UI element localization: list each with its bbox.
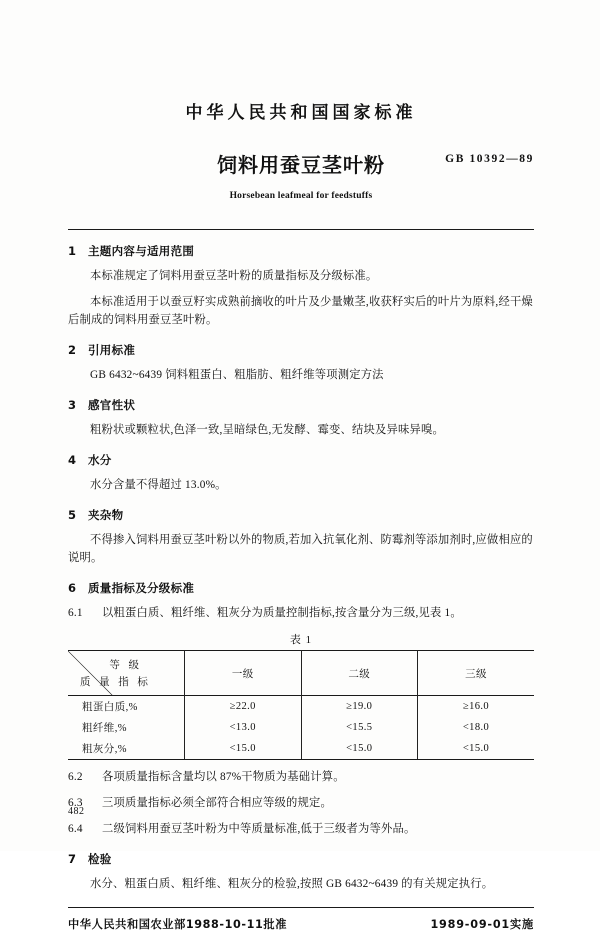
header-divider (68, 229, 534, 230)
footer-divider (68, 907, 534, 908)
section-1-heading (68, 243, 534, 259)
table-col-header-1: 一级 (185, 651, 302, 696)
table-corner-grade-label: 等 级 (109, 660, 142, 671)
section-7-heading (68, 851, 534, 867)
section-6-number: 6 (68, 581, 77, 595)
section-6 (68, 580, 534, 838)
section-1-paragraph-1: 本标准规定了饲料用蚕豆茎叶粉的质量指标及分级标准。 (90, 270, 378, 282)
table-cell-r3c2: <15.0 (301, 738, 418, 759)
table-col-header-3: 三级 (418, 651, 535, 696)
table-cell-r2c1: <13.0 (185, 717, 302, 738)
table-cell-r1c3: ≥16.0 (418, 696, 535, 718)
section-1 (68, 243, 534, 329)
section-5 (68, 507, 534, 567)
national-standard-title: 中华人民共和国国家标准 (185, 103, 417, 123)
clause-6-1-number: 6.1 (68, 607, 83, 619)
section-2-number: 2 (68, 343, 77, 357)
table-cell-r1c1: ≥22.0 (185, 696, 302, 718)
section-7-paragraph-1: 水分、粗蛋白质、粗纤维、粗灰分的检验,按照 GB 6432~6439 的有关规定执行。 (90, 878, 494, 890)
section-3-title: 感官性状 (88, 398, 136, 412)
section-4-paragraph-1: 水分含量不得超过 13.0%。 (90, 479, 227, 491)
section-4 (68, 452, 534, 494)
section-5-paragraph-1: 不得掺入饲料用蚕豆茎叶粉以外的物质,若加入抗氧化剂、防霉剂等添加剂时,应做相应的说明。 (68, 534, 533, 564)
section-7-number: 7 (68, 852, 77, 866)
clause-6-1 (68, 605, 534, 622)
table-col-header-2: 二级 (301, 651, 418, 696)
approval-statement: 中华人民共和国农业部1988-10-11批准 (68, 918, 288, 931)
clause-6-2 (68, 769, 534, 786)
clause-6-1-text: 以粗蛋白质、粗纤维、粗灰分为质量控制指标,按含量分为三级,见表 1。 (102, 607, 462, 619)
table-bottom-border (68, 759, 534, 760)
clause-6-3-number: 6.3 (68, 797, 83, 809)
section-2-heading (68, 342, 534, 358)
table-cell-r3c3: <15.0 (418, 738, 535, 759)
clause-6-2-number: 6.2 (68, 771, 83, 783)
table-corner-cell (68, 651, 185, 696)
section-6-title: 质量指标及分级标准 (88, 581, 195, 595)
section-4-number: 4 (68, 453, 77, 467)
table-row-label-1: 粗蛋白质,% (68, 696, 185, 718)
document-title: 饲料用蚕豆茎叶粉 (217, 153, 385, 177)
clause-6-3 (68, 795, 534, 812)
clause-6-3-text: 三项质量指标必须全部符合相应等级的规定。 (102, 797, 332, 809)
clause-6-4-number: 6.4 (68, 823, 83, 835)
clause-6-2-text: 各项质量指标含量均以 87%干物质为基础计算。 (102, 771, 345, 783)
section-3 (68, 397, 534, 439)
clause-6-4-text: 二级饲料用蚕豆茎叶粉为中等质量标准,低于三级者为等外品。 (102, 823, 416, 835)
section-3-heading (68, 397, 534, 413)
section-5-number: 5 (68, 508, 77, 522)
implementation-date: 1989-09-01实施 (430, 918, 534, 931)
table-cell-r3c1: <15.0 (185, 738, 302, 759)
table-row-label-2: 粗纤维,% (68, 717, 185, 738)
section-1-number: 1 (68, 244, 77, 258)
table-header-row (68, 651, 534, 696)
section-3-number: 3 (68, 398, 77, 412)
table-cell-r1c2: ≥19.0 (301, 696, 418, 718)
referenced-standard: GB 6432~6439 饲料粗蛋白、粗脂肪、粗纤维等项测定方法 (90, 369, 384, 381)
table-row (68, 696, 534, 718)
page-content (68, 0, 534, 934)
section-5-title: 夹杂物 (88, 508, 124, 522)
section-3-paragraph-1: 粗粉状或颗粒状,色泽一致,呈暗绿色,无发酵、霉变、结块及异味异嗅。 (90, 424, 444, 436)
footer (68, 916, 534, 934)
section-2-title: 引用标准 (88, 343, 136, 357)
section-1-title: 主题内容与适用范围 (88, 244, 195, 258)
standard-number: GB 10392—89 (445, 153, 534, 165)
table-cell-r2c3: <18.0 (418, 717, 535, 738)
english-title: Horsebean leafmeal for feedstuffs (229, 191, 373, 201)
title-row (68, 149, 534, 179)
table-row (68, 717, 534, 738)
section-2 (68, 342, 534, 384)
section-7 (68, 851, 534, 893)
section-7-title: 检验 (88, 852, 112, 866)
section-4-heading (68, 452, 534, 468)
table-corner-index-label: 质 量 指 标 (80, 677, 151, 688)
section-5-heading (68, 507, 534, 523)
clause-6-4 (68, 821, 534, 838)
quality-index-table (68, 650, 534, 759)
table-caption: 表 1 (289, 634, 313, 646)
table-row-label-3: 粗灰分,% (68, 738, 185, 759)
section-4-title: 水分 (88, 453, 112, 467)
table-cell-r2c2: <15.5 (301, 717, 418, 738)
table-row (68, 738, 534, 759)
section-1-paragraph-2: 本标准适用于以蚕豆籽实成熟前摘收的叶片及少量嫩茎,收获籽实后的叶片为原料,经干燥后制成的饲料用蚕豆茎叶粉。 (68, 296, 533, 326)
section-6-heading (68, 580, 534, 596)
page-number: 482 (68, 806, 85, 817)
